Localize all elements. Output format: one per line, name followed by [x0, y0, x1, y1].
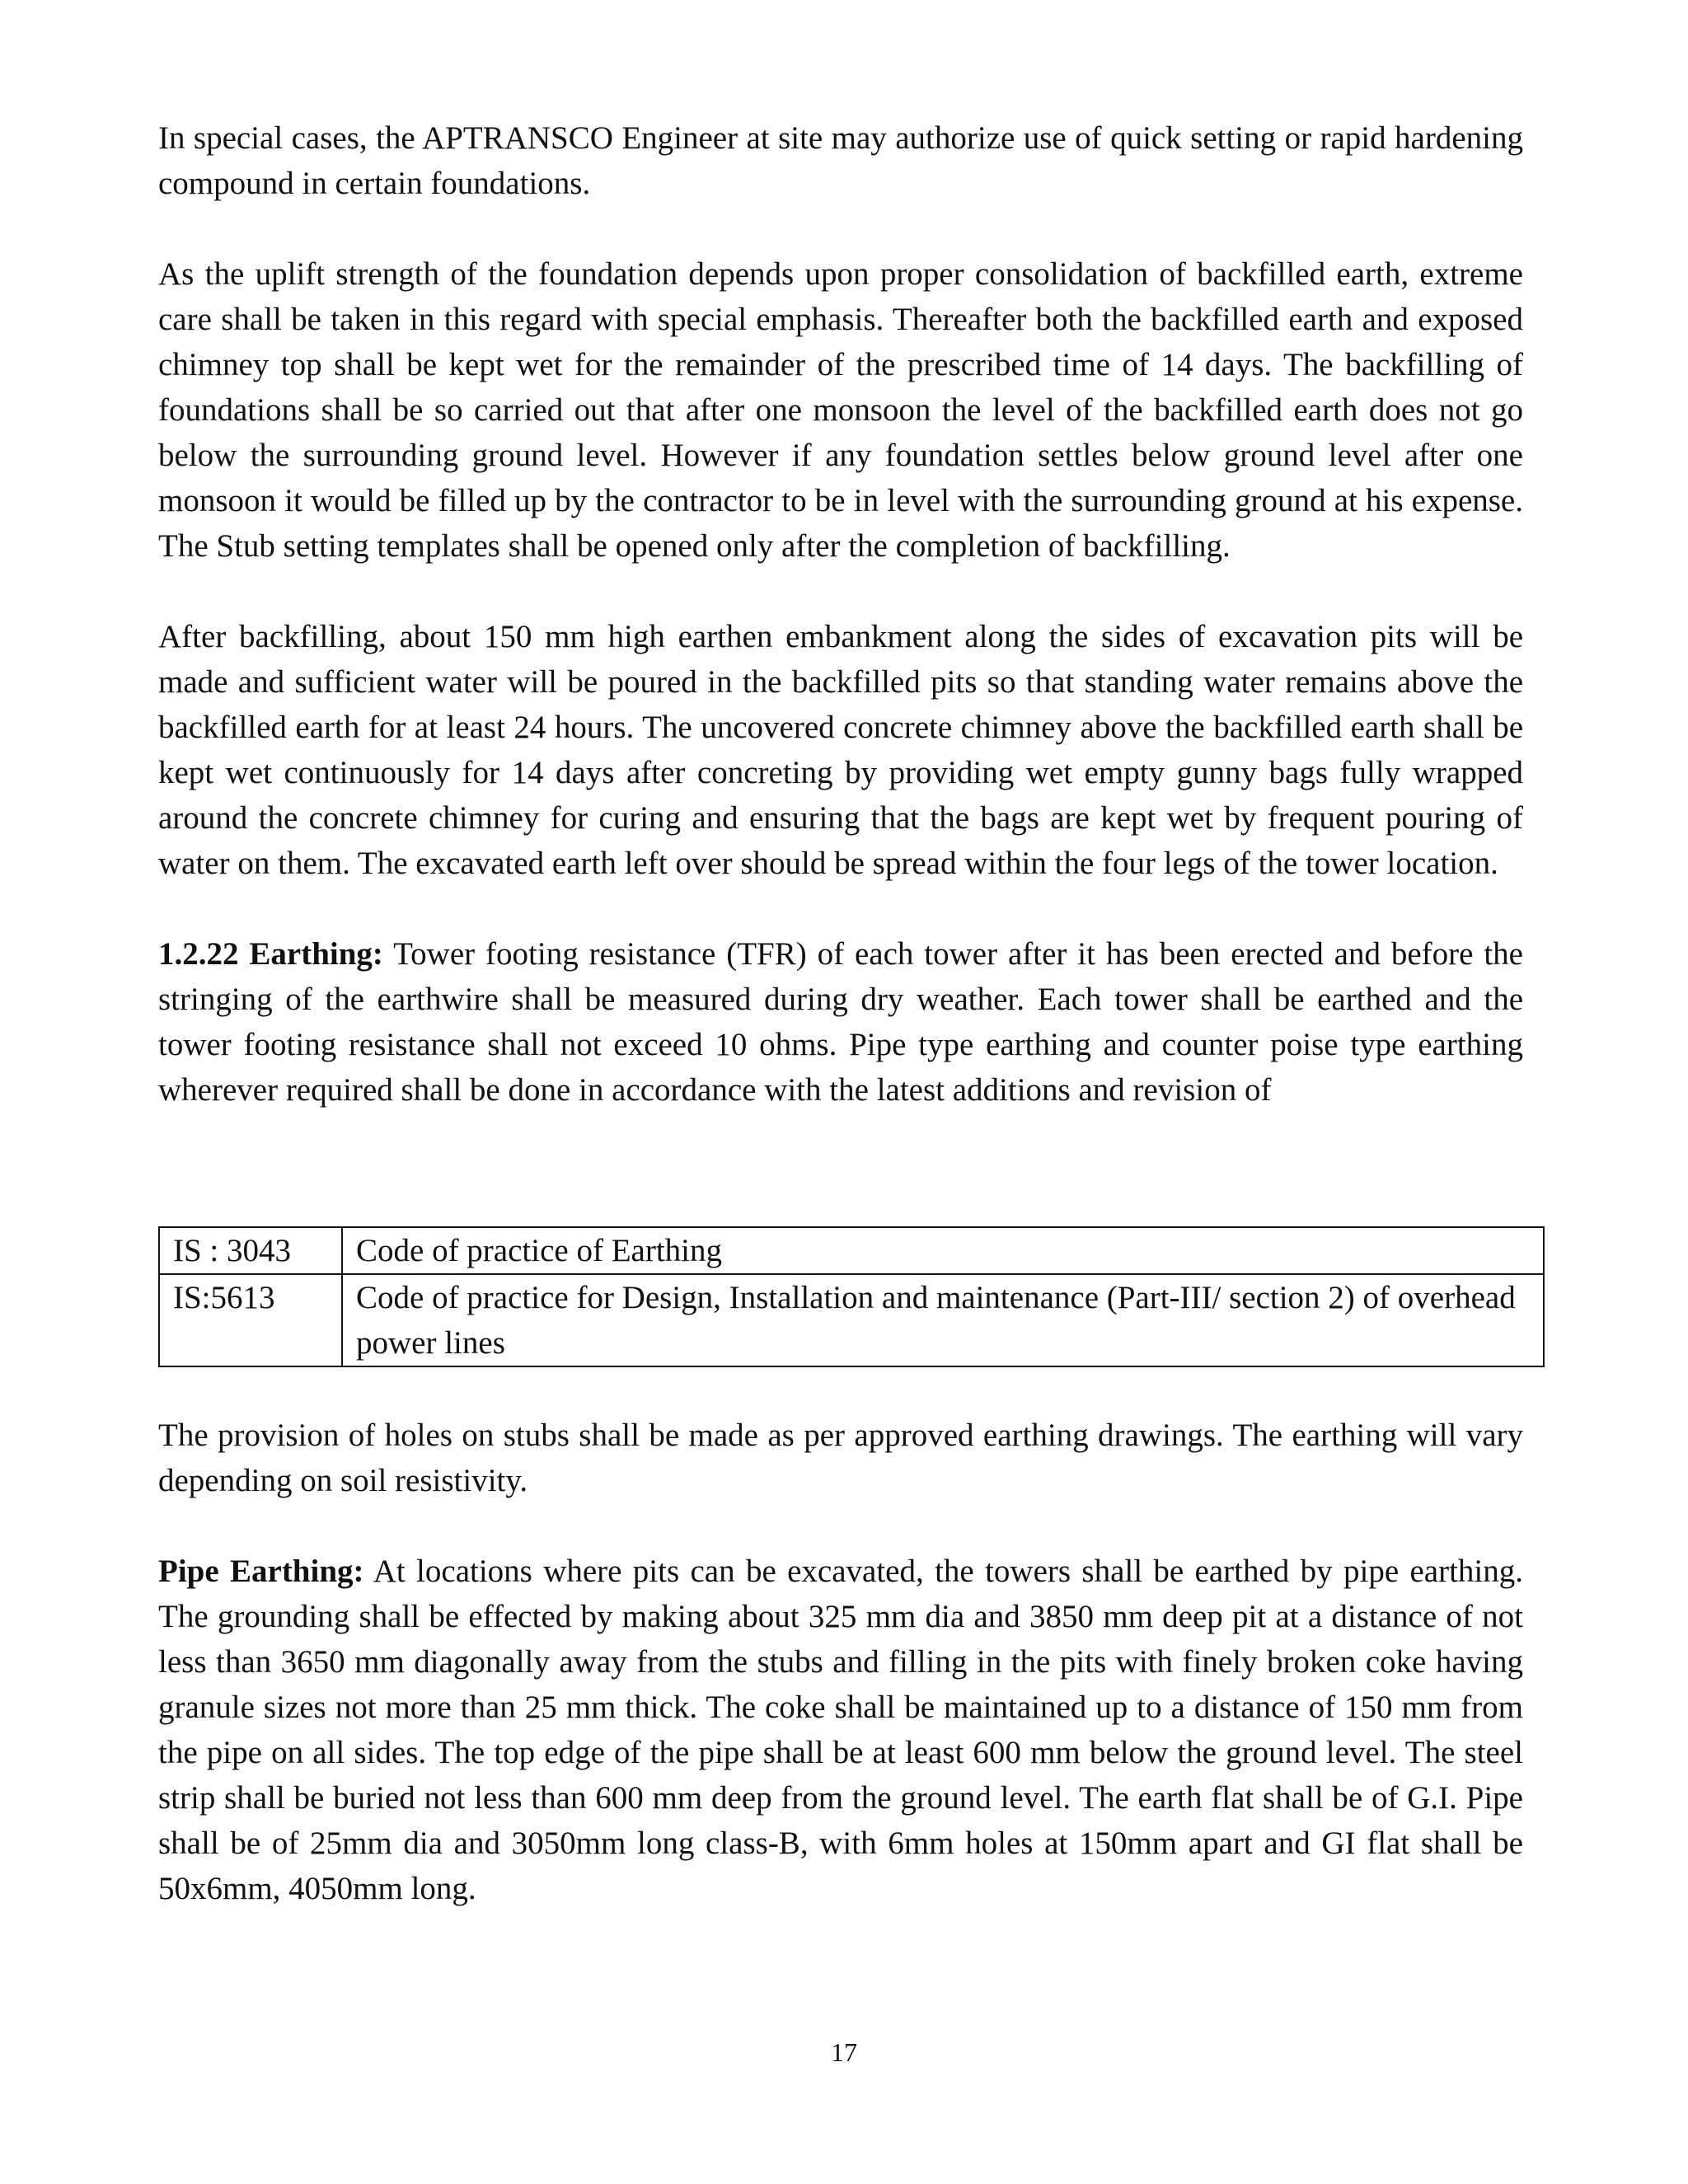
- table-row: [159, 1227, 1544, 1274]
- page-number: 17: [831, 2037, 857, 2067]
- paragraph-stub-holes: The provision of holes on stubs shall be made as per approved earthing drawings. The earthing will vary depending on soil resistivity.: [158, 1418, 1523, 1498]
- paragraph-embankment-curing: After backfilling, about 150 mm high earthen embankment along the sides of excavation pits will be made and sufficient water will be poured in the backfilled pits so that standing water remains above the backfilled earth for at least 24 hours. The uncovered concrete chimney above the backfilled earth shall be kept wet continuously for 14 days after concreting by providing wet empty gunny bags fully wrapped around the concrete chimney for curing and ensuring that the bags are kept wet by frequent pouring of water on them. The excavated earth left over should be spread within the four legs of the tower location.: [158, 619, 1523, 881]
- table-row: [159, 1274, 1544, 1366]
- paragraph-earthing: [158, 931, 1523, 1113]
- standard-description-cell: Code of practice for Design, Installation and maintenance (Part-III/ section 2) of overhead power lines: [342, 1274, 1544, 1366]
- standard-code-cell: IS:5613: [159, 1274, 342, 1366]
- pipe-earthing-text: At locations where pits can be excavated, the towers shall be earthed by pipe earthing. The grounding shall be effected by making about 325 mm dia and 3850 mm deep pit at a distance of not less than 3650 mm diagonally away from the stubs and filling in the pits with finely broken coke having granule sizes not more than 25 mm thick. The coke shall be maintained up to a distance of 150 mm from the pipe on all sides. The top edge of the pipe shall be at least 600 mm below the ground level. The steel strip shall be buried not less than 600 mm deep from the ground level. The earth flat shall be of G.I. Pipe shall be of 25mm dia and 3050mm long class-B, with 6mm holes at 150mm apart and GI flat shall be 50x6mm, 4050mm long.: [158, 1554, 1523, 1906]
- standard-description-cell: Code of practice of Earthing: [342, 1227, 1544, 1274]
- document-page: [158, 115, 1523, 1911]
- standards-table: [158, 1226, 1545, 1367]
- standard-code-cell: IS : 3043: [159, 1227, 342, 1274]
- paragraph-quick-setting: In special cases, the APTRANSCO Engineer at site may authorize use of quick setting or rapid hardening compound in certain foundations.: [158, 120, 1523, 201]
- section-heading-pipe-earthing: Pipe Earthing:: [158, 1554, 364, 1589]
- section-heading-earthing: 1.2.22 Earthing:: [158, 936, 383, 972]
- paragraph-pipe-earthing: [158, 1549, 1523, 1911]
- paragraph-backfill-consolidation: As the uplift strength of the foundation depends upon proper consolidation of backfilled earth, extreme care shall be taken in this regard with special emphasis. Thereafter both the backfilled earth and exposed chimney top shall be kept wet for the remainder of the prescribed time of 14 days. The backfilling of foundations shall be so carried out that after one monsoon the level of the backfilled earth does not go below the surrounding ground level. However if any foundation settles below ground level after one monsoon it would be filled up by the contractor to be in level with the surrounding ground at his expense. The Stub setting templates shall be opened only after the completion of backfilling.: [158, 256, 1523, 564]
- earthing-text: Tower footing resistance (TFR) of each tower after it has been erected and before the stringing of the earthwire shall be measured during dry weather. Each tower shall be earthed and the tower footing resistance shall not exceed 10 ohms. Pipe type earthing and counter poise type earthing wherever required shall be done in accordance with the latest additions and revision of: [158, 936, 1523, 1108]
